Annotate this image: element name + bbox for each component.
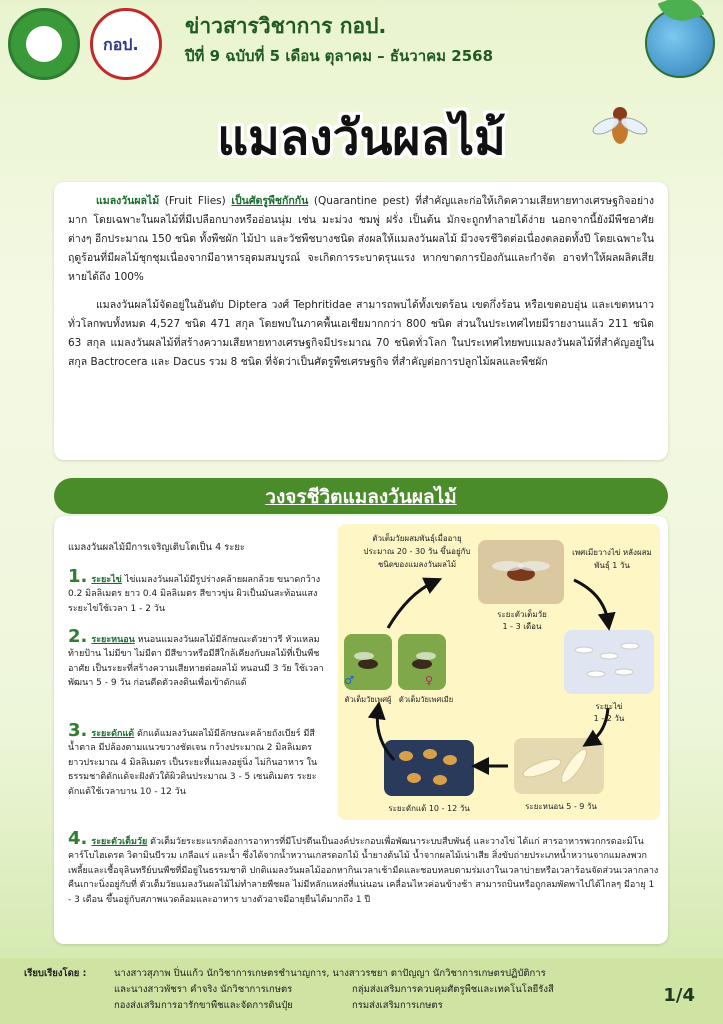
footer-group: กลุ่มส่งเสริมการควบคุมศัตรูพืชและเทคโนโลยีรังสี xyxy=(352,984,554,995)
lifecycle-diagram xyxy=(338,524,660,820)
stage-adult xyxy=(68,828,660,907)
female-symbol: ♀ xyxy=(424,674,434,687)
intro-paragraph-1 xyxy=(68,192,654,288)
egg-caption: ระยะไข่ xyxy=(595,702,623,711)
stage-name: ระยะไข่ xyxy=(91,575,122,585)
stage-text: ไข่แมลงวันผลไม้มีรูปร่างคล้ายผลกล้วย ขนาดกว้าง 0.2 มิลลิเมตร ยาว 0.4 มิลลิเมตร สีขาวขุ่น ผิวเป็นมันสะท้อนแสง ระยะไข่ใช้เวลา 1 - 2 วัน xyxy=(68,575,321,614)
footer-division: กองส่งเสริมการอารักขาพืชและจัดการดินปุ๋ย xyxy=(114,1000,293,1011)
section-title: วงจรชีวิตแมลงวันผลไม้ xyxy=(265,486,457,508)
stage-larva xyxy=(68,626,330,691)
newsletter-title: ข่าวสารวิชาการ กอป. xyxy=(185,14,387,38)
issue-info: ปีที่ 9 ฉบับที่ 5 เดือน ตุลาคม – ธันวาคม 2568 xyxy=(185,47,494,65)
oviposition-note: เพศเมียวางไข่ หลังผสมพันธุ์ 1 วัน xyxy=(572,548,652,570)
footer-author-2: และนางสาวพัชรา คำจริง นักวิชาการเกษตร xyxy=(114,984,293,995)
intro-highlight: เป็นศัตรูพืชกักกัน xyxy=(231,195,309,207)
section-banner xyxy=(54,478,668,514)
female-caption: ตัวเต็มวัยเพศเมีย xyxy=(398,695,454,704)
footer xyxy=(0,958,723,1024)
stage-name: ระยะตัวเต็มวัย xyxy=(91,837,148,847)
page-number: 1/4 xyxy=(663,985,695,1006)
lifecycle-intro: แมลงวันผลไม้มีการเจริญเติบโตเป็น 4 ระยะ xyxy=(68,542,246,553)
stage-name: ระยะดักแด้ xyxy=(91,729,135,739)
stage-number: 2. xyxy=(68,626,88,647)
intro-text-c: (Quarantine pest) ที่สำคัญและก่อให้เกิดความเสียหายทางเศรษฐกิจอย่างมาก โดยเฉพาะในผลไม้ที่มีเปลือกบางหรืออ่อนนุ่ม เช่น มะม่วง ชมพู่ ฝรั่ง เป็นต้น มักจะถูกทำลายได้ง่าย นอกจากนี้ยังมีพืชอาศัยต่างๆ อีกประมาณ 150 ชนิด ทั้งพืชผัก ไม้ป่า และวัชพืชบางชนิด ส่งผลให้แมลงวันผลไม้ มีวงจรชีวิตต่อเนื่องตลอดทั้งปี โดยเฉพาะในฤดูร้อนที่มีผลไม้ชุกชุมเนื่องจากมีอาหารอุดมสมบูรณ์ จะเกิดการระบาดรุนแรง หากขาดการป้องกันและกำจัด อาจทำให้ผลผลิตเสียหายได้ถึง 100% xyxy=(68,195,654,284)
footer-label: เรียบเรียงโดย : xyxy=(24,968,87,979)
pupa-caption: ระยะดักแด้ 10 - 12 วัน xyxy=(388,804,470,813)
cycle-arrows xyxy=(338,524,660,820)
intro-box xyxy=(54,182,668,460)
larva-caption: ระยะหนอน 5 - 9 วัน xyxy=(525,802,597,811)
stage-number: 1. xyxy=(68,566,88,587)
stage-text: หนอนแมลงวันผลไม้มีลักษณะตัวยาวรี หัวแหลมท้ายป้าน ไม่มีขา ไม่มีตา มีสีขาวหรือมีสีใกล้เคียงกับผลไม้ที่เป็นพืชอาศัย เป็นระยะที่สร้างความเสียหายต่อผลไม้ หนอนมี 3 วัย ใช้เวลาพัฒนา 5 - 9 วัน ก่อนดีดตัวลงดินเพื่อเข้าดักแด้ xyxy=(68,635,324,689)
footer-department: กรมส่งเสริมการเกษตร xyxy=(352,1000,443,1011)
stage-name: ระยะหนอน xyxy=(91,635,135,645)
stage-number: 4. xyxy=(68,828,88,849)
fruit-fly-icon xyxy=(590,96,650,156)
adult-duration: 1 - 3 เดือน xyxy=(502,622,542,631)
page-title: แมลงวันผลไม้ xyxy=(217,110,506,166)
intro-paragraph-2: แมลงวันผลไม้จัดอยู่ในอันดับ Diptera วงศ์ Tephritidae สามารถพบได้ทั้งเขตร้อน เขตกึ่งร้อน หรือเขตอบอุ่น และเขตหนาว ทั่วโลกพบทั้งหมด 4,527 ชนิด 471 สกุล โดยพบในภาคพื้นเอเชียมากกว่า 800 ชนิด ส่วนในประเทศไทยมีรายงานแล้ว 211 ชนิด 63 สกุล แมลงวันผลไม้ที่สร้างความเสียหายทางเศรษฐกิจมีประมาณ 70 ชนิดทั่วโลก ในประเทศไทยพบแมลงวันผลไม้ที่สำคัญอยู่ในสกุล Bactrocera และ Dacus รวม 8 ชนิด ที่จัดว่าเป็นศัตรูพืชเศรษฐกิจ ที่สำคัญต่อการปลูกไม้ผลและพืชผัก xyxy=(68,298,654,368)
stage-egg xyxy=(68,566,330,616)
male-symbol: ♂ xyxy=(344,674,354,687)
intro-lead: แมลงวันผลไม้ xyxy=(96,195,160,207)
mating-note: ตัวเต็มวัยผสมพันธุ์เมื่ออายุประมาณ 20 - 30 วัน ขึ้นอยู่กับชนิดของแมลงวันผลไม้ xyxy=(363,534,471,569)
dae-logo xyxy=(90,8,162,80)
egg-duration: 1 - 2 วัน xyxy=(593,714,625,723)
stage-number: 3. xyxy=(68,720,88,741)
doa-logo xyxy=(8,8,80,80)
logo2-text: กอป. xyxy=(103,35,139,54)
male-caption: ตัวเต็มวัยเพศผู้ xyxy=(344,695,392,704)
stage-pupa xyxy=(68,720,330,799)
globe-leaf-icon xyxy=(645,8,715,78)
footer-authors: นางสาวสุภาพ ปิ่นแก้ว นักวิชาการเกษตรชำนาญการ, นางสาวรชยา ตาปัญญา นักวิชาการเกษตรปฏิบัติการ xyxy=(114,968,546,979)
intro-text-a: (Fruit Flies) xyxy=(159,195,232,207)
adult-caption: ระยะตัวเต็มวัย xyxy=(497,610,547,619)
stage-text: ดักแด้แมลงวันผลไม้มีลักษณะคล้ายถังเบียร์ มีสีน้ำตาล มีปล้องตามแนวขวางชัดเจน กว้างประมาณ 2 มิลลิเมตร ยาวประมาณ 4 มิลลิเมตร เป็นระยะที่แมลงอยู่นิ่ง ไม่กินอาหาร ในธรรมชาติดักแด้จะฝังตัวใต้ผิวดินประมาณ 3 - 5 เซนติเมตร ระยะดักแด้ใช้เวลาบาน 10 - 12 วัน xyxy=(68,729,318,797)
stage-text: ตัวเต็มวัยระยะแรกต้องการอาหารที่มีโปรตีนเป็นองค์ประกอบเพื่อพัฒนาระบบสืบพันธุ์ และวางไข่ ได้แก่ สารอาหารพวกกรดอะมิโน คาร์โบไฮเดรต วิตามินบีรวม เกลือแร่ และน้ำ ซึ่งได้จากน้ำหวานเกสรดอกไม้ น้ำยางต้นไม้ น้ำจากผลไม้เน่าเสีย สิ่งขับถ่ายประเภทน้ำหวานจากแมลงพวกเพลี้ยและเชื้อจุลินทรีย์บนพืชที่มีอยู่ในธรรมชาติ ปกติแมลงวันผลไม้ออกหากินเวลาเช้ามืดและชอบหลบตามร่มเงาในเวลาบ่ายหรือเวลาร้อนจัดส่วนเวลากลางคืนเกาะนิ่งอยู่กับที่ ตัวเต็มวัยแมลงวันผลไม้ไม่ทำลายพืชผล ไม่มีหลักแหล่งที่แน่นอน เคลื่อนไหวค่อนข้างช้า สามารถบินหรือถูกลมพัดพาไปได้ไกลๆ มีอายุ 1 - 3 เดือน ขึ้นอยู่กับสภาพแวดล้อมและอาหาร บางตัวอาจมีอายุยืนได้มากถึง 1 ปี xyxy=(68,837,659,905)
